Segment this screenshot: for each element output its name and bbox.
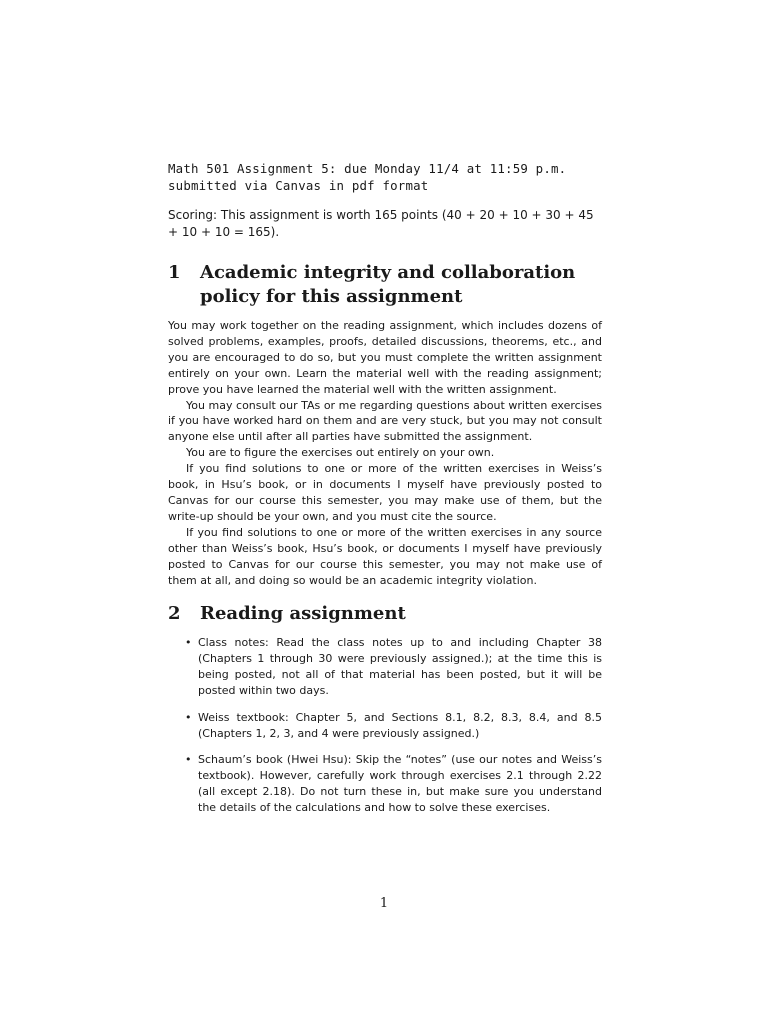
- list-item-text: Class notes: Read the class notes up to and including Chapter 38 (Chapters 1 through 30 were previously assigned.); at the time this is being posted, not all of that material has been posted, but it will be posted within two days.: [198, 636, 602, 697]
- bullet-icon: •: [185, 636, 192, 649]
- section-1-heading: [168, 261, 608, 309]
- paragraph: You may work together on the reading assignment, which includes dozens of solved problems, examples, proofs, detailed discussions, theorems, etc., and you are encouraged to do so, but you must complete the written assignment entirely on your own. Learn the material well with the reading assignment; prove you have learned the material well with the written assignment.: [168, 319, 602, 396]
- paragraph: You may consult our TAs or me regarding questions about written exercises if you have worked hard on them and are very stuck, but you may not consult anyone else until after all parties have submitted the assignment.: [168, 398, 602, 444]
- bullet-icon: •: [185, 753, 192, 767]
- scoring-line: Scoring: This assignment is worth 165 points (40 + 20 + 10 + 30 + 45 + 10 + 10 = 165).: [168, 208, 594, 239]
- reading-list: [168, 635, 602, 827]
- paragraph: You are to figure the exercises out entirely on your own.: [186, 446, 495, 460]
- paragraph: If you find solutions to one or more of the written exercises in any source other than Weiss’s book, Hsu’s book, or documents I myself have previously posted to Canvas for our course this semester, you may not make use of them at all, and doing so would be an academic integrity violation.: [168, 525, 602, 587]
- list-item-text: Weiss textbook: Chapter 5, and Sections 8.1, 8.2, 8.3, 8.4, and 8.5 (Chapters 1, 2, 3, and 4 were previously assigned.): [198, 710, 602, 740]
- list-item: [168, 752, 602, 816]
- list-item: [168, 635, 602, 699]
- bullet-icon: •: [185, 710, 192, 724]
- section-2-heading: [168, 602, 608, 626]
- section-2-number: 2: [168, 603, 181, 624]
- page-number: 1: [379, 896, 389, 911]
- paragraph: If you find solutions to one or more of the written exercises in Weiss’s book, in Hsu’s book, or in documents I myself have previously posted to Canvas for our course this semester, you may make use of them, but the write-up should be your own, and you must cite the source.: [168, 462, 602, 523]
- list-item-text: Schaum’s book (Hwei Hsu): Skip the “notes” (use our notes and Weiss’s textbook). However, carefully work through exercises 2.1 through 2.22 (all except 2.18). Do not turn these in, but make sure you understand the details of the calculations and how to solve these exercises.: [198, 753, 602, 815]
- section-1-number: 1: [168, 262, 181, 283]
- section-1-title: Academic integrity and collaboration policy for this assignment: [200, 262, 576, 307]
- section-1-body: [168, 318, 602, 588]
- list-item: [168, 710, 602, 742]
- assignment-header: Math 501 Assignment 5: due Monday 11/4 at 11:59 p.m. submitted via Canvas in pdf format: [168, 161, 567, 193]
- section-2-title: Reading assignment: [200, 603, 406, 624]
